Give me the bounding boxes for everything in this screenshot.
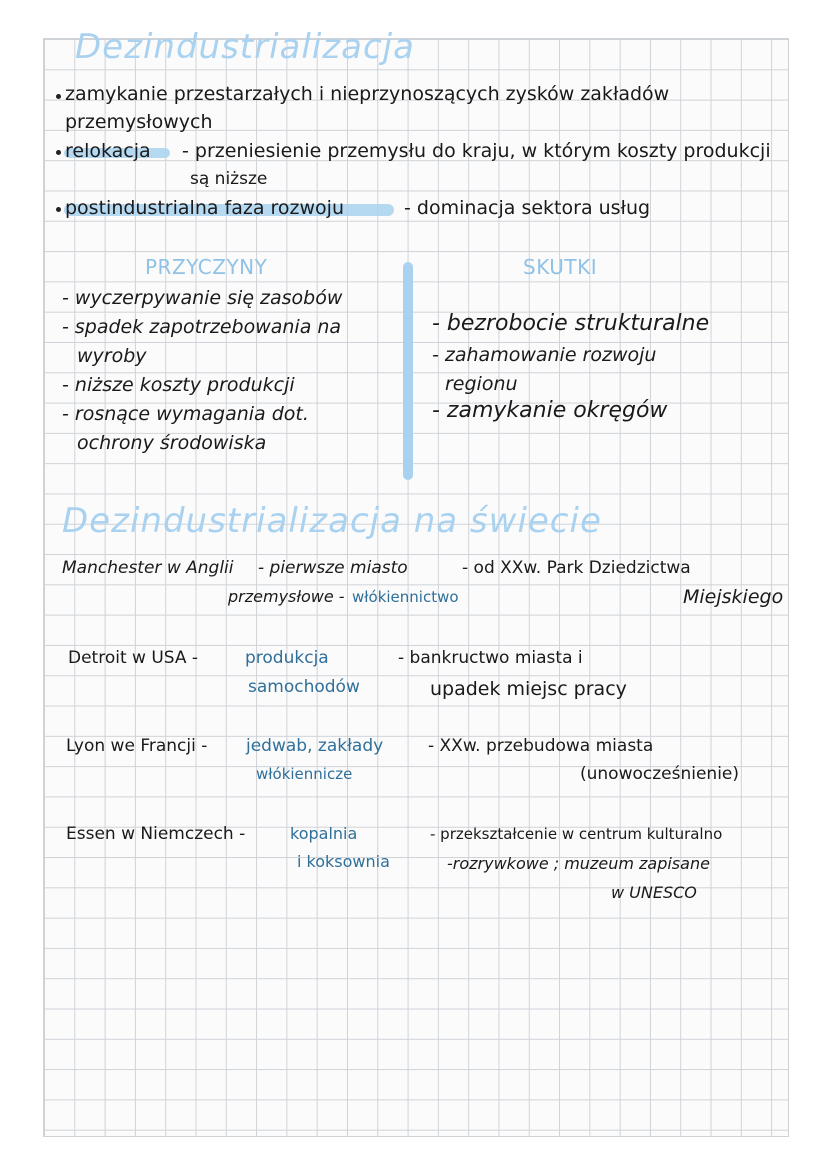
manchester-effect: Miejskiego	[683, 586, 784, 608]
causes-heading: PRZYCZYNY	[145, 255, 268, 279]
essen-industry: i koksownia	[297, 852, 390, 871]
lyon-effect: - XXw. przebudowa miasta	[428, 736, 654, 756]
city-detroit: Detroit w USA -	[68, 648, 199, 668]
lyon-effect: (unowocześnienie)	[580, 764, 740, 784]
detroit-effect: upadek miejsc pracy	[430, 678, 627, 700]
page-title: Dezindustrializacja	[75, 27, 415, 67]
cause-line: - wyczerpywanie się zasobów	[62, 287, 343, 309]
city-manchester: Manchester w Anglii	[62, 558, 234, 578]
bullet-2-line-1: - przeniesienie przemysłu do kraju, w którym koszty produkcji	[182, 140, 771, 162]
manchester-desc: - pierwsze miasto	[258, 558, 408, 578]
effect-line: - zahamowanie rozwoju	[432, 344, 657, 366]
essen-industry: kopalnia	[290, 824, 358, 843]
bullet-2-term: relokacja	[65, 140, 151, 162]
cause-line: ochrony środowiska	[77, 432, 267, 454]
bullet-1-line-1: zamykanie przestarzałych i nieprzynoszących zysków zakładów	[65, 83, 670, 105]
detroit-effect: - bankructwo miasta i	[398, 648, 583, 668]
effect-line: - bezrobocie strukturalne	[432, 311, 710, 336]
bullet-dot	[56, 207, 61, 212]
bullet-dot	[56, 94, 61, 99]
effect-line: - zamykanie okręgów	[432, 398, 668, 423]
essen-effect: -rozrywkowe ; muzeum zapisane	[447, 854, 710, 873]
manchester-desc: przemysłowe -	[228, 587, 345, 606]
detroit-industry: samochodów	[248, 677, 360, 697]
bullet-3-rest: - dominacja sektora usług	[404, 197, 651, 219]
effects-heading: SKUTKI	[523, 255, 598, 279]
cause-line: - spadek zapotrzebowania na	[62, 316, 342, 338]
bullet-2-line-2: są niższe	[190, 169, 268, 189]
bullet-1-line-2: przemysłowych	[65, 111, 213, 133]
cause-line: - niższe koszty produkcji	[62, 374, 295, 396]
effect-line: regionu	[445, 373, 518, 395]
bullet-3-term: postindustrialna faza rozwoju	[65, 197, 345, 219]
detroit-industry: produkcja	[245, 648, 329, 668]
city-essen: Essen w Niemczech -	[66, 824, 246, 844]
essen-effect: w UNESCO	[611, 883, 697, 902]
manchester-effect: - od XXw. Park Dziedzictwa	[462, 558, 691, 578]
cause-line: wyroby	[77, 345, 147, 367]
cause-line: - rosnące wymagania dot.	[62, 403, 309, 425]
bullet-dot	[56, 150, 61, 155]
manchester-industry: włókiennictwo	[352, 588, 459, 606]
lyon-industry: włókiennicze	[256, 765, 353, 783]
city-lyon: Lyon we Francji -	[66, 736, 208, 756]
divider-bar	[403, 262, 413, 480]
lyon-industry: jedwab, zakłady	[246, 736, 384, 756]
essen-effect: - przekształcenie w centrum kulturalno	[430, 825, 723, 843]
section-title: Dezindustrializacja na świecie	[62, 501, 602, 541]
